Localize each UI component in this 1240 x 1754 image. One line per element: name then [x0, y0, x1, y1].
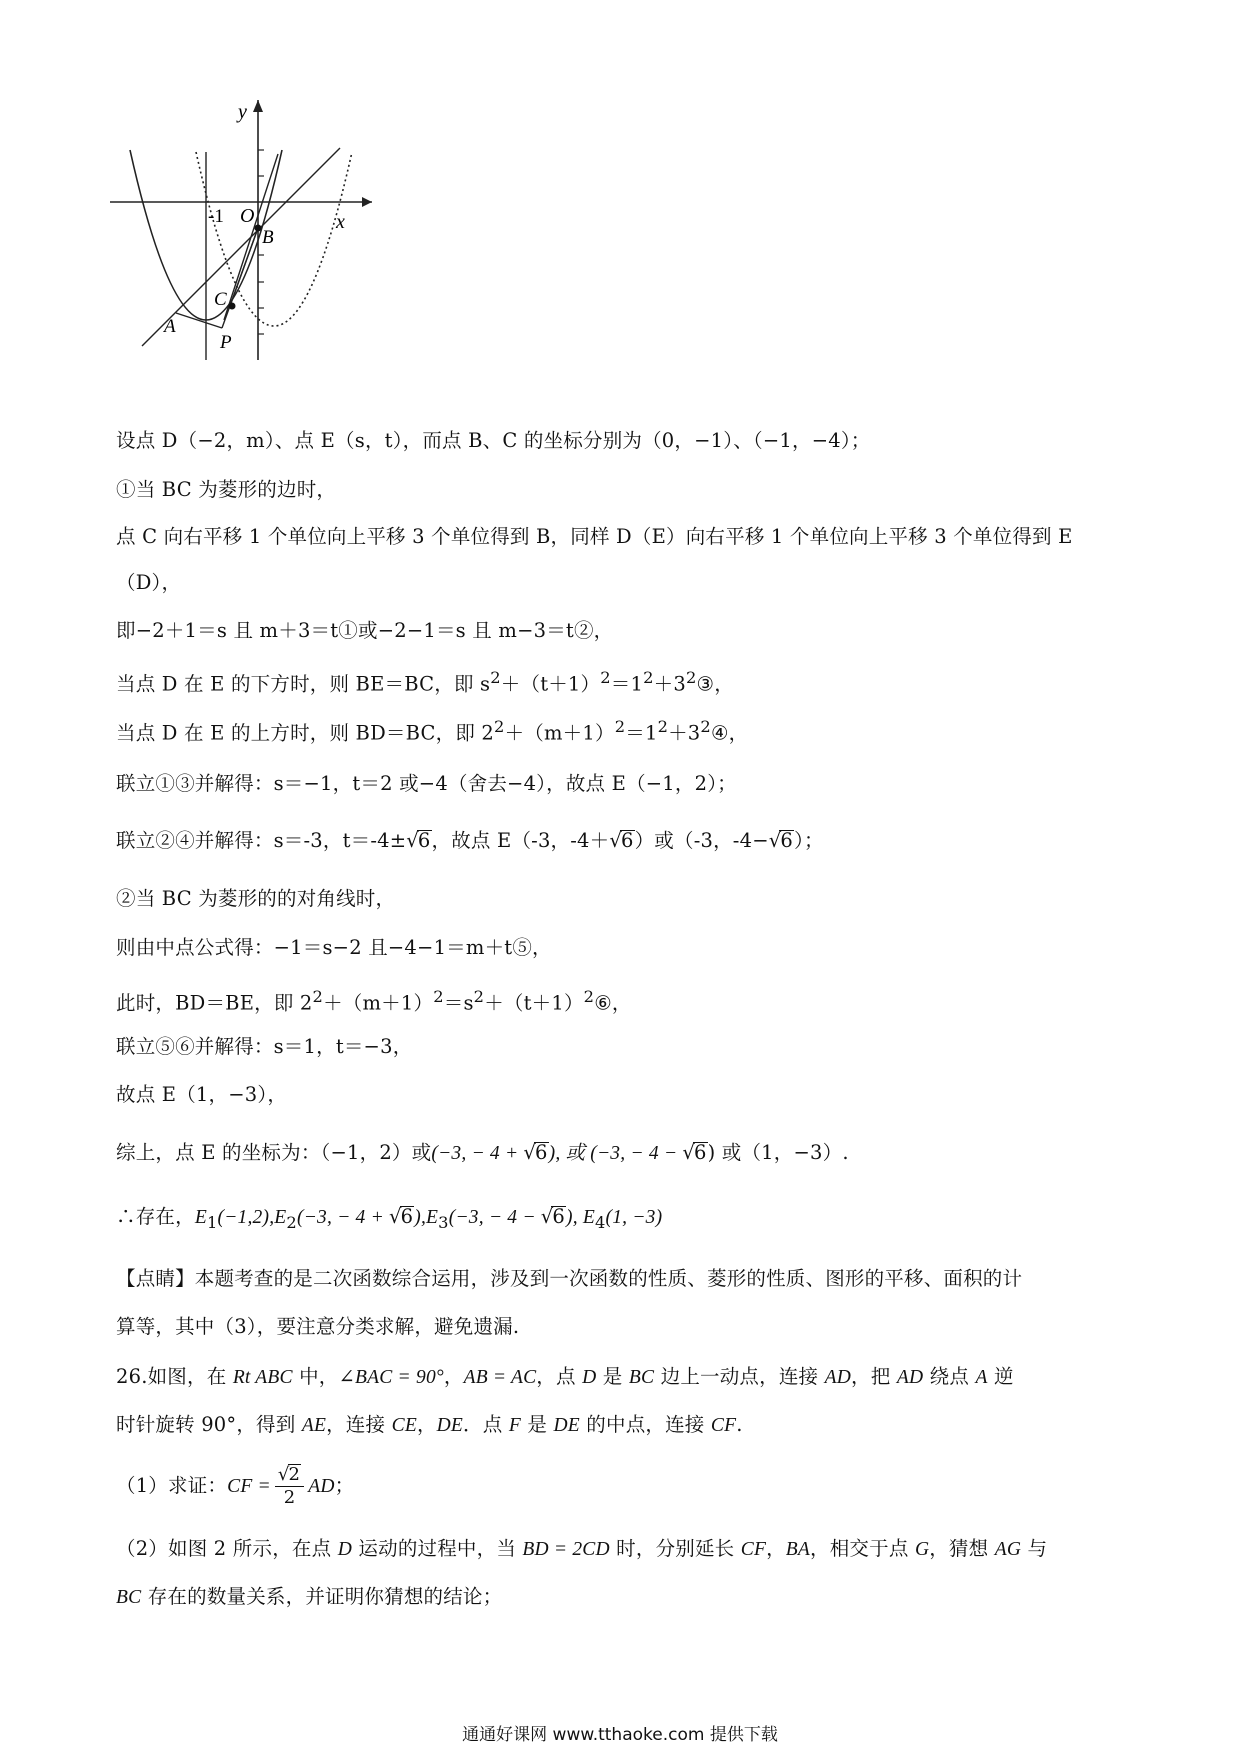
text-line-4: （D），	[116, 571, 182, 594]
text-line-19: 26.如图，在 Rt ABC 中，∠BAC = 90°，AB = AC，点 D 是 BC 边上一动点，连接 AD，把 AD 绕点 A 逆	[116, 1365, 1014, 1388]
label-y: y	[238, 101, 247, 123]
label-minus1: -1	[208, 206, 224, 227]
parabola-diagram	[110, 100, 430, 410]
text-line-10: ②当 BC 为菱形的的对角线时，	[116, 887, 396, 910]
text-line-12: 此时，BD＝BE，即 $2^2+(m+1)^2=s^2+(t+1)^2⑥$，	[116, 987, 632, 1015]
text-line-20: 时针旋转 90°，得到 AE，连接 CE，DE．点 F 是 DE 的中点，连接 CF.	[116, 1413, 743, 1436]
x-axis-arrow	[362, 197, 372, 207]
text-line-5: 即−2＋1＝s 且 m＋3＝t①或−2−1＝s 且 m−3＝t②，	[116, 619, 614, 642]
text-line-14: 故点 E（1，−3），	[116, 1083, 288, 1106]
point-c	[229, 303, 236, 310]
text-line-3: 点 C 向右平移 1 个单位向上平移 3 个单位得到 B，同样 D（E）向右平移 1 个单位向上平移 3 个单位得到 E	[116, 525, 1073, 548]
text-line-16: ∴存在，$E_1(-1,2),E_2(-3$, − $4 + √6),E_3(-3$, − 4 − √6), $E_4(1$, −3)	[116, 1205, 663, 1232]
label-a: A	[164, 316, 176, 337]
segment-cb	[230, 228, 258, 306]
label-b: B	[262, 227, 274, 248]
text-line-21: （1）求证：CF = $\frac{√2}{2}$ AD；	[116, 1464, 355, 1508]
text-line-23: BC 存在的数量关系，并证明你猜想的结论；	[116, 1585, 503, 1608]
parabola-figure	[110, 100, 430, 410]
label-c: C	[214, 289, 227, 310]
text-line-15: 综上，点 E 的坐标为：（−1，2）或(−3, − 4 + √6), 或 (−3, − 4 − √6) 或（1，−3）.	[116, 1141, 849, 1164]
text-line-11: 则由中点公式得：−1＝s−2 且−4−1＝m＋t⑤，	[116, 936, 552, 959]
text-line-7: 当点 D 在 E 的上方时，则 BD＝BC，即 $2^2+(m+1)^2=1^2+3^2④$，	[116, 717, 749, 745]
label-o: O	[240, 205, 255, 227]
text-line-2: ①当 BC 为菱形的边时，	[116, 478, 337, 501]
segment-ap	[176, 313, 222, 328]
text-line-18: 算等，其中（3），要注意分类求解，避免遗漏.	[116, 1315, 520, 1338]
y-axis-arrow	[253, 100, 263, 112]
text-line-6: 当点 D 在 E 的下方时，则 BE＝BC，即 $s^2+(t+1)^2=1^2+3^2③$，	[116, 668, 734, 696]
text-line-17: 【点睛】本题考查的是二次函数综合运用，涉及到一次函数的性质、菱形的性质、图形的平移、面积的计	[116, 1267, 1023, 1290]
text-line-8: 联立①③并解得：s＝−1，t＝2 或−4（舍去−4），故点 E（−1，2）；	[116, 772, 737, 795]
point-b	[255, 225, 262, 232]
label-p: P	[220, 332, 232, 353]
text-line-9: 联立②④并解得：s＝-3，t＝-4±√6，故点 E（-3，-4＋√6）或（-3，-4−√6）；	[116, 829, 824, 852]
fraction-sqrt2-over-2: $\frac{√2}{2}$	[275, 1464, 304, 1509]
text-line-13: 联立⑤⑥并解得：s＝1，t＝−3，	[116, 1035, 413, 1058]
text-line-22: （2）如图 2 所示，在点 D 运动的过程中，当 BD = 2CD 时，分别延长 CF，BA，相交于点 G，猜想 AG 与	[116, 1537, 1048, 1560]
label-x: x	[336, 211, 345, 233]
text-line-1: 设点 D（−2，m）、点 E（s，t），而点 B、C 的坐标分别为（0，−1）、（−1，−4）；	[116, 429, 871, 452]
footer-watermark: 通通好课网 www.tthaoke.com 提供下载	[462, 1725, 778, 1745]
